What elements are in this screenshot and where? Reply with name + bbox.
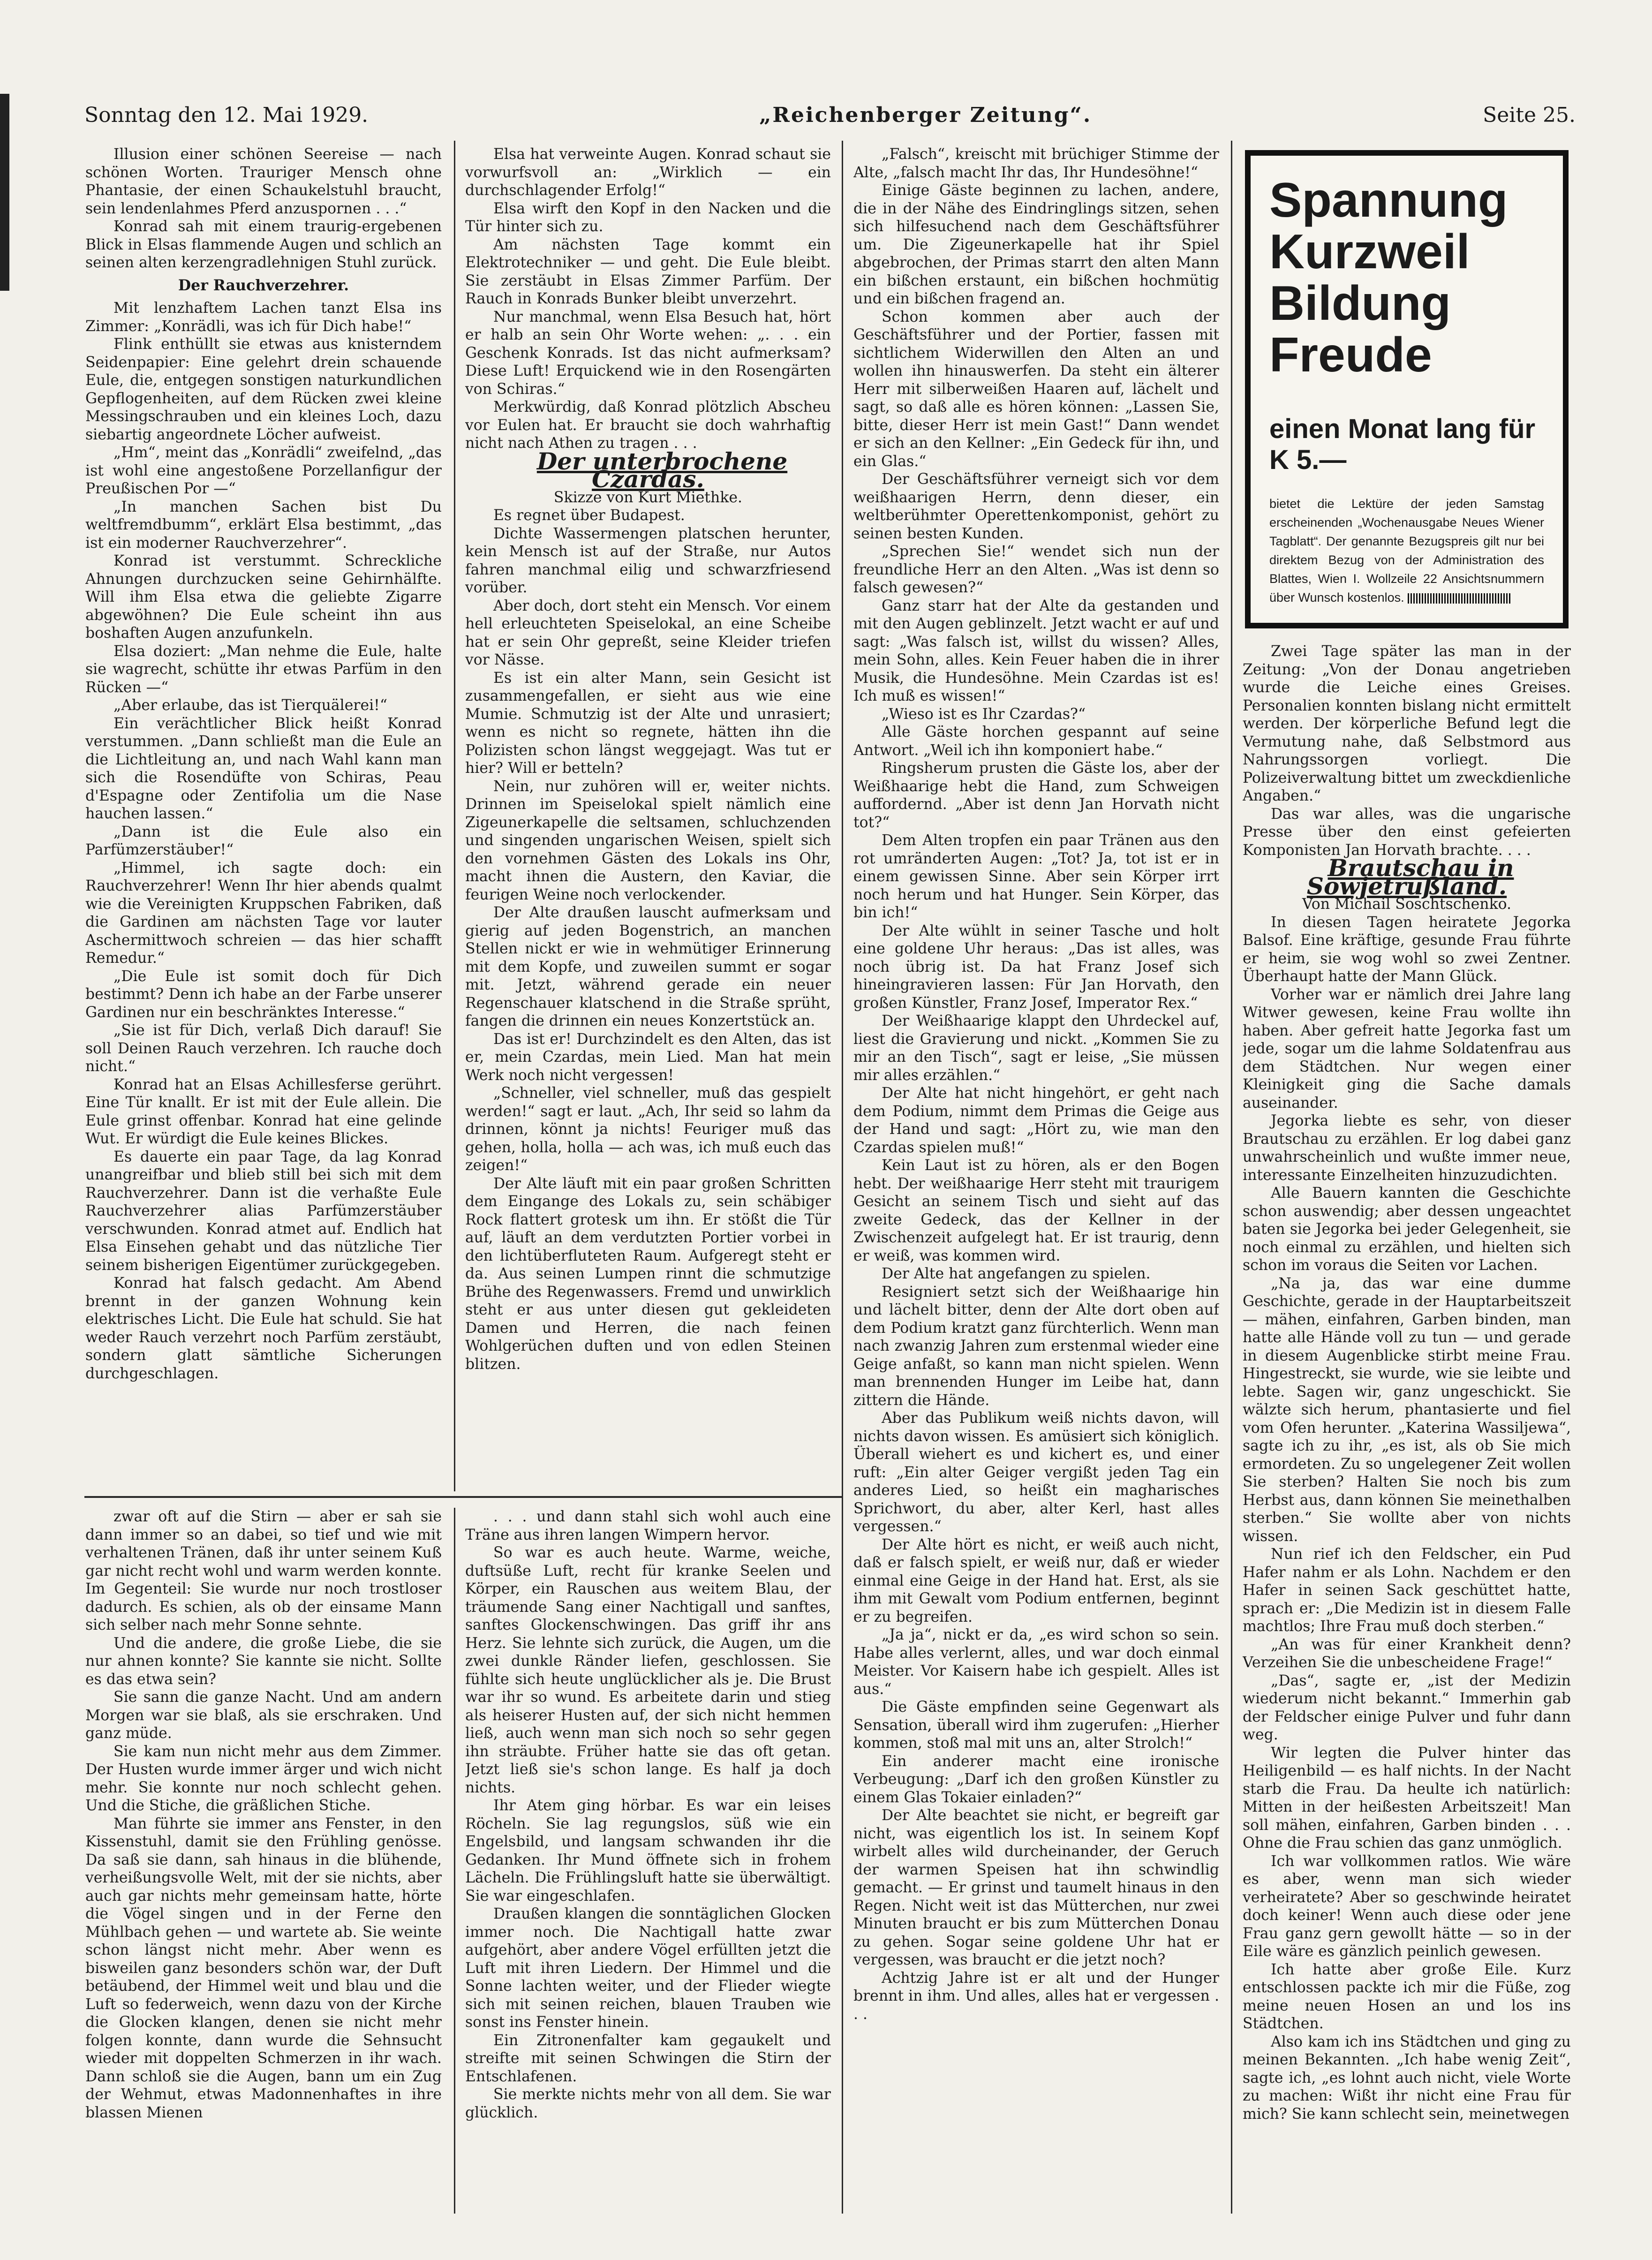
header-date: Sonntag den 12. Mai 1929. [84, 103, 369, 127]
column-2 [465, 145, 831, 1491]
advertisement-box [1245, 150, 1569, 628]
paragraph: Nun rief ich den Feldscher, ein Pud Hafer nahm er als Lohn. Nachdem er den Hafer in seinen Sack geschüttet hatte, sprach er: „Die Medizin ist in diesem Falle machtlos; Ihre Frau muß doch sterben.“ [1243, 1546, 1571, 1635]
column-3 [853, 145, 1219, 2214]
paragraph: Am nächsten Tage kommt ein Elektrotechniker — und geht. Die Eule bleibt. Sie zerstäubt in Elsas Zimmer Parfüm. Der Rauch in Konrads Bunker bleibt unverzehrt. [465, 236, 831, 307]
paragraph: Elsa wirft den Kopf in den Nacken und die Tür hinter sich zu. [465, 200, 831, 235]
paragraph: „Die Eule ist somit doch für Dich bestimmt? Denn ich habe an der Farbe unserer Gardinen nur ein beschränktes Interesse.“ [85, 967, 442, 1021]
paragraph: Sie sann die ganze Nacht. Und am andern Morgen war sie blaß, als sie erschraken. Und ganz müde. [85, 1689, 442, 1742]
bottom-story-left [85, 1508, 442, 2214]
page-header [84, 96, 1576, 134]
paragraph: Die Gäste empfinden seine Gegenwart als Sensation, überall wird ihm zugerufen: „Hierher kommen, stoß mal mit uns an, alter Strolch!“ [853, 1699, 1219, 1752]
bottom-story-middle [465, 1508, 831, 2214]
story-title: Der unterbrochene Czardas. [536, 447, 788, 493]
ad-offer: einen Monat lang für K 5.— [1269, 414, 1536, 475]
paragraph: Resigniert setzt sich der Weißhaarige hin und lächelt bitter, denn der Alte dort oben auf dem Podium kratzt ganz fürchterlich. Wenn man nach zwanzig Jahren zum erstenmal wieder eine Geige anfaßt, so kann man nicht spielen. Wenn man brennenden Hunger im Leibe hat, dann zittern die Hände. [853, 1283, 1219, 1409]
column-1 [85, 145, 442, 1491]
paragraph: Jegorka liebte es sehr, von dieser Brautschau zu erzählen. Er log dabei ganz unwahrscheinlich und wußte immer neue, interessante Einzelheiten hinzuzudichten. [1243, 1112, 1571, 1184]
paragraph: Ihr Atem ging hörbar. Es war ein leises Röcheln. Sie lag regungslos, süß wie ein Engelsbild, und langsam schwanden ihr die Gedanken. Ihr Mund öffnete sich in frohem Lächeln. Die Frühlingsluft hatte sie überwältigt. Sie war eingeschlafen. [465, 1797, 831, 1905]
paragraph: So war es auch heute. Warme, weiche, duftsüße Luft, recht für kranke Seelen und Körper, ein Rauschen aus weitem Blau, der träumende Sang einer Nachtigall und sanftes, sanftes Glockenschwingen. Das griff ihr ans Herz. Sie lehnte sich zurück, die Augen, um die zwei dunkle Ränder liefen, geschlossen. Sie fühlte sich heute unglücklicher als je. Die Brust war ihr so wund. Es arbeitete darin und stieg als heiserer Husten auf, der sich nicht hemmen ließ, auch wenn man sich noch so sehr gegen ihn sträubte. Früher hatte sie das oft getan. Jetzt ließ sie's schon lange. Es half ja doch nichts. [465, 1544, 831, 1796]
ad-line: Bildung [1269, 276, 1451, 331]
paragraph: Draußen klangen die sonntäglichen Glocken immer noch. Die Nachtigall hatte zwar aufgehört, aber andere Vögel erfüllten jetzt die Luft mit ihren Liedern. Der Himmel und die Sonne lachten weiter, und der Flieder wiegte sich mit seinen reichen, blauen Trauben wie sonst ins Fenster hinein. [465, 1905, 831, 2031]
story-byline: Von Michail Soschtschenko. [1302, 896, 1512, 913]
paragraph: „Wieso ist es Ihr Czardas?“ [882, 705, 1086, 723]
section-heading: Der Rauchverzehrer. [178, 276, 349, 294]
paragraph: Aber das Publikum weiß nichts davon, will nichts davon wissen. Es amüsiert sich königlich. Überall wiehert es und kichert es, und einer ruft: „Ein alter Geiger vergißt jeden Tag ein anderes Lied, so heißt ein magharisches Sprichwort, du aber, alter Kerl, hast alles vergessen.“ [853, 1410, 1219, 1535]
paragraph: Also kam ich ins Städtchen und ging zu meinen Bekannten. „Ich habe wenig Zeit“, sagte ich, „es lohnt auch nicht, viele Worte zu machen: Wißt ihr nicht eine Frau für mich? Sie kann schlecht sein, meinetwegen [1243, 2033, 1571, 2123]
paragraph: „In manchen Sachen bist Du weltfremdbumm“, erklärt Elsa bestimmt, „das ist ein moderner Rauchverzehrer“. [85, 498, 442, 552]
paragraph: Es regnet über Budapest. [493, 507, 685, 524]
paragraph: „An was für einer Krankheit denn? Verzeihen Sie die unbescheidene Frage!“ [1243, 1636, 1571, 1671]
paragraph: „Aber erlaube, das ist Tierquälerei!“ [113, 697, 387, 714]
paragraph: Das ist er! Durchzindelt es den Alten, das ist er, mein Czardas, mein Lied. Man hat mein Werk noch nicht vergessen! [465, 1030, 831, 1084]
column-rule [454, 1508, 455, 2214]
paragraph: Einige Gäste beginnen zu lachen, andere, die in der Nähe des Eindringlings sitzen, sehen sich hilfesuchend nach dem Geschäftsführer um. Die Zigeunerkapelle hat ihr Spiel abgebrochen, der Primas starrt den alten Mann ein bißchen erstaunt, ein bißchen hochmütig und ein bißchen fragend an. [853, 182, 1219, 307]
paragraph: Schon kommen aber auch der Geschäftsführer und der Portier, fassen mit sichtlichem Widerwillen den Alten an und wollen ihn hinauswerfen. Da steht ein älterer Herr mit silberweißen Haaren auf, lächelt und sagt, so daß alle es hören können: „Lassen Sie, bitte, dieser Herr ist mein Gast!“ Dann wendet er sich an den Kellner: „Ein Gedeck für ihn, und ein Glas.“ [853, 308, 1219, 470]
paragraph: „Das“, sagte er, „ist der Medizin wiederum nicht bekannt.“ Immerhin gab der Feldscher einige Pulver und fuhr dann weg. [1243, 1672, 1571, 1743]
paragraph: Zwei Tage später las man in der Zeitung: „Von der Donau angetrieben wurde die Leiche eines Greises. Personalien konnten bislang nicht ermittelt werden. Der körperliche Befund legt die Vermutung nahe, daß Selbstmord aus Nahrungssorgen vorliegt. Die Polizeiverwaltung bittet um zweckdienliche Angaben.“ [1243, 643, 1571, 804]
story-byline: Skizze von Kurt Miethke. [553, 489, 743, 506]
paragraph: Nein, nur zuhören will er, weiter nichts. Drinnen im Speiselokal spielt nämlich eine Zigeunerkapelle die seltsamen, schluchzenden und singenden ungarischen Weisen, spielt sich den vornehmen Gästen des Lokals ins Ohr, macht ihnen die Austern, den Kaviar, die feurigen Weine noch verlockender. [465, 778, 831, 903]
story-divider [84, 1496, 842, 1498]
paragraph: „Ja ja“, nickt er da, „es wird schon so sein. Habe alles verlernt, alles, und war doch einmal Meister. Vor Kaisern habe ich gespielt. Alles ist aus.“ [853, 1626, 1219, 1698]
paragraph: Dichte Wassermengen platschen herunter, kein Mensch ist auf der Straße, nur Autos fahren manchmal eilig und schwarzfriesend vorüber. [465, 525, 831, 596]
ad-pattern-mark [1408, 593, 1511, 604]
paragraph: Der Geschäftsführer verneigt sich vor dem weißhaarigen Herrn, denn dieser, ein weltberühmter Operettenkomponist, gehört zu seinen besten Kunden. [853, 471, 1219, 542]
paragraph: Aber doch, dort steht ein Mensch. Vor einem hell erleuchteten Speiselokal, an eine Scheibe hat er sein Ohr gepreßt, seine Kleider triefen vor Nässe. [465, 597, 831, 668]
paragraph: Ganz starr hat der Alte da gestanden und mit den Augen geblinzelt. Jetzt wacht er auf und sagt: „Was falsch ist, willst du wissen? Alles, mein Sohn, alles. Kein Feuer haben die in ihrer Musik, die Hundesöhne. Mein Czardas ist es! Ich muß es wissen!“ [853, 597, 1219, 704]
paragraph: Ich war vollkommen ratlos. Wie wäre es aber, wenn man sich wieder verheiratete? Aber so geschwinde heiratet doch keiner! Wenn auch diese oder jene Frau ganz gern gewollt hätte — so in der Eile wäre es gänzlich peinlich gewesen. [1243, 1852, 1571, 1960]
paragraph: Mit lenzhaftem Lachen tanzt Elsa ins Zimmer: „Konrädli, was ich für Dich habe!“ [85, 300, 442, 335]
paragraph: Elsa doziert: „Man nehme die Eule, halte sie wagrecht, schütte ihr etwas Parfüm in den Rücken —“ [85, 642, 442, 696]
paragraph: Elsa hat verweinte Augen. Konrad schaut sie vorwurfsvoll an: „Wirklich — ein durchschlagender Erfolg!“ [465, 146, 831, 199]
paragraph: Sie merkte nichts mehr von all dem. Sie war glücklich. [465, 2086, 831, 2121]
paragraph: Vorher war er nämlich drei Jahre lang Witwer gewesen, keine Frau wollte ihn haben. Aber gefreit hatte Jegorka fast um jede, sogar um die lahme Soldatenfrau aus dem Städtchen. Nur wegen einer Kleinigkeit ging die Sache damals auseinander. [1243, 986, 1571, 1111]
column-rule [842, 141, 843, 2214]
story-title: Brautschau in Sowjetrußland. [1306, 854, 1514, 900]
paragraph: Merkwürdig, daß Konrad plötzlich Abscheu vor Eulen hat. Er braucht sie doch wahrhaftig nicht nach Athen zu tragen . . . [465, 399, 831, 452]
paragraph: Achtzig Jahre ist er alt und der Hunger brennt in ihm. Und alles, alles hat er vergessen . . . [853, 1969, 1219, 2023]
paragraph: Konrad hat falsch gedacht. Am Abend brennt in der ganzen Wohnung kein elektrisches Licht. Die Eule hat schuld. Sie hat weder Rauch verzehrt noch Parfüm zerstäubt, sondern glatt sämtliche Sicherungen durchgeschlagen. [85, 1275, 442, 1382]
paragraph: „Sie ist für Dich, verlaß Dich darauf! Sie soll Deinen Rauch verzehren. Ich rauche doch nicht.“ [85, 1022, 442, 1075]
paragraph: Alle Gäste horchen gespannt auf seine Antwort. „Weil ich ihn komponiert habe.“ [853, 724, 1219, 759]
paragraph: zwar oft auf die Stirn — aber er sah sie dann immer so an dabei, so tief und wie mit verhaltenen Tränen, daß ihr unter seinem Kuß gar nicht recht wohl und warm werden konnte. Im Gegenteil: Sie wurde nur noch trostloser dadurch. Es schien, als ob der einsame Mann sich selber nach mehr Sonne sehnte. [85, 1508, 442, 1633]
paragraph: „Dann ist die Eule also ein Parfümzerstäuber!“ [85, 823, 442, 858]
paragraph: Illusion einer schönen Seereise — nach schönen Worten. Trauriger Mensch ohne Phantasie, der einen Schaukelstuhl braucht, sein lendenlahmes Pferd anzuspornen . . .“ [85, 146, 442, 217]
paragraph: Der Alte hat angefangen zu spielen. [882, 1265, 1151, 1282]
paragraph: Ein verächtlicher Blick heißt Konrad verstummen. „Dann schließt man die Eule an die Lichtleitung an, und nach Wahl kann man sich die Rosendüfte von Schiras, Peau d'Espagne oder Zentifolia um die Nase hauchen lassen.“ [85, 715, 442, 822]
paragraph: Ringsherum prusten die Gäste los, aber der Weißhaarige hebt die Hand, zum Schweigen auffordernd. „Aber ist denn Jan Horvath nicht tot?“ [853, 760, 1219, 831]
column-rule [454, 141, 455, 1491]
ad-line: Freude [1269, 328, 1432, 382]
paragraph: Kein Laut ist zu hören, als er den Bogen hebt. Der weißhaarige Herr steht mit traurigem Gesicht an seinem Tisch und sieht auf das zweite Gedeck, das der Kellner in der Zwischenzeit aufgelegt hat. Er ist traurig, denn er weiß, was kommen wird. [853, 1157, 1219, 1264]
paragraph: Ein anderer macht eine ironische Verbeugung: „Darf ich den großen Künstler zu einem Glas Tokaier einladen?“ [853, 1753, 1219, 1806]
paragraph: „Schneller, viel schneller, muß das gespielt werden!“ sagt er laut. „Ach, Ihr seid so lahm da drinnen, könnt ja nichts! Feuriger muß das gehen, holla, holla — ach was, ich muß euch das zeigen!“ [465, 1085, 831, 1174]
paragraph: Der Alte wühlt in seiner Tasche und holt eine goldene Uhr heraus: „Das ist alles, was noch übrig ist. Da hat Franz Josef sich hineingravieren lassen: Für Jan Horvath, den großen Künstler, Franz Josef, Imperator Rex.“ [853, 922, 1219, 1012]
paragraph: Konrad hat an Elsas Achillesferse gerührt. Eine Tür knallt. Er ist mit der Eule allein. Die Eule grinst offenbar. Konrad hat eine gelinde Wut. Er würdigt die Eule keines Blickes. [85, 1076, 442, 1147]
paragraph: Alle Bauern kannten die Geschichte schon auswendig; aber dessen ungeachtet baten sie Jegorka bei jeder Gelegenheit, sie noch einmal zu erzählen, und hielten sich schon im voraus die Seiten vor Lachen. [1243, 1185, 1571, 1274]
paragraph: Konrad ist verstummt. Schreckliche Ahnungen durchzucken seine Gehirnhälfte. Will ihm Elsa etwa die geliebte Zigarre abgewöhnen? Die Eule scheint ihn aus boshaften Augen anzufunkeln. [85, 552, 442, 642]
paragraph: Der Alte beachtet sie nicht, er begreift gar nicht, was eigentlich los ist. In seinem Kopf wirbelt alles wild durcheinander, der Geruch der warmen Speisen hat ihn schwindlig gemacht. — Er grinst und taumelt hinaus in den Regen. Nicht weit ist das Mütterchen, nur zwei Minuten braucht er bis zum Mütterchen Donau zu gehen. Sogar seine goldene Uhr hat er vergessen, was braucht er die jetzt noch? [853, 1807, 1219, 1968]
paragraph: Ich hatte aber große Eile. Kurz entschlossen packte ich mir die Füße, zog meine neuen Hosen an und los ins Städtchen. [1243, 1961, 1571, 2032]
paragraph: Man führte sie immer ans Fenster, in den Kissenstuhl, damit sie den Frühling genösse. Da saß sie dann, sah hinaus in die blühende, verheißungsvolle Welt, mit der sie nichts, aber auch gar nichts mehr gemeinsam hatte, hörte die Vögel singen und in der Ferne den Mühlbach gehen — und wartete ab. Sie weinte schon längst nicht mehr. Aber wenn es bisweilen ganz besonders schön war, der Duft betäubend, der Himmel weit und blau und die Luft so federweich, wenn dazu von der Kirche die Glocken klangen, denen sie nicht mehr folgen konnte, dann wurde die Sehnsucht wieder mit doppelten Schmerzen in ihr wach. Dann schloß sie die Augen, bann um ein Zug der Wehmut, etwas Madonnenhaftes in ihre blassen Mienen [85, 1815, 442, 2121]
paragraph: Es ist ein alter Mann, sein Gesicht ist zusammengefallen, er sieht aus wie eine Mumie. Schmutzig ist der Alte und unrasiert; wenn es nicht so regnete, hätten ihn die Polizisten schon längst weggejagt. Was tut er hier? Will er betteln? [465, 669, 831, 777]
header-paper-title: „Reichenberger Zeitung“. [759, 103, 1092, 127]
paragraph: Ein Zitronenfalter kam gegaukelt und streifte mit seinen Schwingen die Stirn der Entschlafenen. [465, 2032, 831, 2085]
paragraph: Das war alles, was die ungarische Presse über den einst gefeierten Komponisten Jan Horvath brachte. . . . [1243, 805, 1571, 859]
column-rule [1231, 141, 1232, 2214]
paragraph: . . . und dann stahl sich wohl auch eine Träne aus ihren langen Wimpern hervor. [465, 1508, 831, 1543]
paragraph: In diesen Tagen heiratete Jegorka Balsof. Eine kräftige, gesunde Frau führte er heim, sie wog wohl so zwei Zentner. Überhaupt hatte der Mann Glück. [1243, 914, 1571, 985]
paragraph: „Sprechen Sie!“ wendet sich nun der freundliche Herr an den Alten. „Was ist denn so falsch gewesen?“ [853, 543, 1219, 596]
paragraph: Der Weißhaarige klappt den Uhrdeckel auf, liest die Gravierung und nickt. „Kommen Sie zu mir an den Tisch“, sagt er leise, „Sie müssen mir alles erzählen.“ [853, 1013, 1219, 1084]
scan-edge-mark [0, 94, 9, 291]
paragraph: Der Alte läuft mit ein paar großen Schritten dem Eingange des Lokals zu, sein schäbiger Rock flattert grotesk um ihn. Er stößt die Tür auf, läuft an dem verdutzten Portier vorbei in den lichtüberfluteten Raum. Aufgeregt steht er da. Aus seinen Lumpen rinnt die schmutzige Brühe des Regenwassers. Fremd und unwirklich steht er aus unter diesen gut gekleideten Damen und Herren, die nach feinen Wohlgerüchen duften und von edlen Steinen blitzen. [465, 1175, 831, 1373]
paragraph: Der Alte hört es nicht, er weiß auch nicht, daß er falsch spielt, er weiß nur, daß er wieder einmal eine Geige in der Hand hat. Erst, als sie ihm mit Gewalt vom Podium entfernen, beginnt er zu begreifen. [853, 1536, 1219, 1625]
ad-line: Kurzweil [1269, 225, 1470, 279]
paragraph: Konrad sah mit einem traurig-ergebenen Blick in Elsas flammende Augen und schlich an seinen alten kerzengradlehnigen Stuhl zurück. [85, 218, 442, 271]
paragraph: Es dauerte ein paar Tage, da lag Konrad unangreifbar und blieb still bei sich mit dem Rauchverzehrer. Dann ist die verhaßte Eule Rauchverzehrer alias Parfümzerstäuber verschwunden. Konrad atmet auf. Endlich hat Elsa Einsehen gehabt und das nützliche Tier seinem bisherigen Eigentümer zurückgegeben. [85, 1148, 442, 1274]
paragraph: „Himmel, ich sagte doch: ein Rauchverzehrer! Wenn Ihr hier abends qualmt wie die Vereinigten Kruppschen Fabriken, daß die Gardinen am nächsten Tage vor lauter Aschermittwoch schreien — das hier schafft Remedur.“ [85, 859, 442, 967]
paragraph: Dem Alten tropfen ein paar Tränen aus den rot umränderten Augen: „Tot? Ja, tot ist er in einem gewissen Sinne. Aber sein Körper irrt noch herum und hat Hunger. Sein Körper, das bin ich!“ [853, 832, 1219, 921]
column-4 [1243, 642, 1571, 2214]
paragraph: Der Alte draußen lauscht aufmerksam und gierig auf jeden Bogenstrich, an manchen Stellen nickt er wie in wehmütiger Erinnerung mit dem Kopfe, und zuweilen summt er sogar mit. Jetzt, während gerade ein neuer Regenschauer klatschend in die Straße sprüht, fangen die drinnen ein neues Konzertstück an. [465, 904, 831, 1029]
paragraph: Und die andere, die große Liebe, die sie nur ahnen konnte? Sie kannte sie nicht. Sollte es das etwa sein? [85, 1634, 442, 1688]
paragraph: Der Alte hat nicht hingehört, er geht nach dem Podium, nimmt dem Primas die Geige aus der Hand und sagt: „Hört zu, wie man den Czardas spielen muß!“ [853, 1085, 1219, 1156]
paragraph: Flink enthüllt sie etwas aus knisterndem Seidenpapier: Eine gelehrt drein schauende Eule, die, entgegen sonstigen naturkundlichen Gepflogenheiten, auf dem Rücken zwei kleine Messingschrauben und ein kleines Loch, dazu siebartig angeordnete Löcher aufweist. [85, 336, 442, 443]
ad-body-text [1269, 494, 1544, 607]
paragraph: Sie kam nun nicht mehr aus dem Zimmer. Der Husten wurde immer ärger und wich nicht mehr. Sie konnte nur noch schlecht gehen. Und die Stiche, die gräßlichen Stiche. [85, 1743, 442, 1814]
header-page-number: Seite 25. [1483, 103, 1576, 127]
paragraph: „Falsch“, kreischt mit brüchiger Stimme der Alte, „falsch macht Ihr das, Ihr Hundesöhne!“ [853, 146, 1219, 181]
paragraph: „Hm“, meint das „Konrädli“ zweifelnd, „das ist wohl eine angestoßene Porzellanfigur der Preußischen Por —“ [85, 444, 442, 497]
paragraph: Nur manchmal, wenn Elsa Besuch hat, hört er halb an sein Ohr Worte wehen: „. . . ein Geschenk Konrads. Ist das nicht aufmerksam? Diese Luft! Erquickend wie in den Rosengärten von Schiras.“ [465, 308, 831, 398]
ad-body: bietet die Lektüre der jeden Samstag erscheinenden „Wochenausgabe Neues Wiener Tagblatt“. Der genannte Bezugspreis gilt nur bei direktem Bezug von der Administration des Blattes, Wien I. Wollzeile 22 Ansichtsnummern über Wunsch kostenlos. [1269, 497, 1544, 605]
ad-line: Spannung [1269, 173, 1508, 227]
paragraph: „Na ja, das war eine dumme Geschichte, gerade in der Hauptarbeitszeit — mähen, einfahren, Garben binden, man hatte alle Hände voll zu tun — und gerade in diesem Augenblicke stirbt meine Frau. Hingestreckt, sie wurde, wie sie leibte und lebte. Sagen wir, ganz ungeschickt. Sie wälzte sich herum, phantasierte und fiel vom Ofen herunter. „Katerina Wassiljewa“, sagte ich zu ihr, „es ist, als ob Sie mich ermordeten. Zu so ungelegener Zeit wollen Sie sterben? Halten Sie noch bis zum Herbst aus, dann können Sie meinethalben sterben.“ Sie wollte aber von nichts wissen. [1243, 1275, 1571, 1545]
paragraph: Wir legten die Pulver hinter das Heiligenbild — es half nichts. In der Nacht starb die Frau. Da heulte ich natürlich: Mitten in der heißesten Arbeitszeit! Man soll mähen, einfahren, Garben binden . . . Ohne die Frau schien das ganz unmöglich. [1243, 1744, 1571, 1852]
